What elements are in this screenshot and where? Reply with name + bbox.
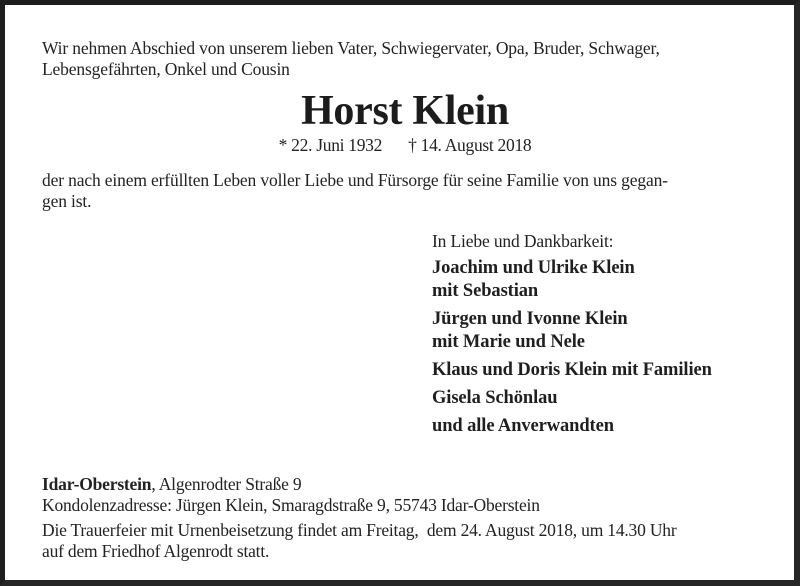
mourner-group	[432, 415, 712, 438]
ceremony-info	[42, 520, 676, 562]
mourner-group	[432, 387, 712, 410]
home-address	[42, 474, 540, 495]
life-line-2: gen ist.	[42, 191, 92, 211]
city-name: Idar-Oberstein	[42, 474, 152, 494]
mourner-line: Joachim und Ulrike Klein	[432, 258, 635, 278]
life-text	[42, 170, 668, 212]
death-date: † 14. August 2018	[408, 135, 532, 155]
life-dates	[5, 135, 800, 156]
mourner-line: und alle Anverwandten	[432, 416, 614, 436]
mourner-group	[432, 257, 712, 303]
mourner-line: Klaus und Doris Klein mit Familien	[432, 360, 712, 380]
thanks-heading: In Liebe und Dankbarkeit:	[432, 231, 614, 251]
intro-line-1: Wir nehmen Abschied von unserem lieben Vater, Schwiegervater, Opa, Bruder, Schwager,	[42, 38, 660, 58]
mourners-list	[432, 257, 712, 438]
mourner-line: mit Marie und Nele	[432, 332, 585, 352]
mourner-line: mit Sebastian	[432, 281, 539, 301]
intro-text	[42, 38, 660, 80]
mourner-group	[432, 308, 712, 354]
life-line-1: der nach einem erfüllten Leben voller Liebe und Fürsorge für seine Familie von uns gegan-	[42, 170, 668, 190]
mourner-line: Jürgen und Ivonne Klein	[432, 309, 628, 329]
birth-date: * 22. Juni 1932	[278, 135, 383, 155]
deceased-name: Horst Klein	[301, 88, 509, 134]
mourner-group	[432, 359, 712, 382]
mourner-line: Gisela Schönlau	[432, 388, 558, 408]
ceremony-line-1: Die Trauerfeier mit Urnenbeisetzung findet am Freitag, dem 24. August 2018, um 14.30 Uhr	[42, 520, 677, 540]
address-block	[42, 474, 540, 516]
condolence-address: Kondolenzadresse: Jürgen Klein, Smaragdstraße 9, 55743 Idar-Oberstein	[42, 495, 540, 515]
street-address: , Algenrodter Straße 9	[151, 474, 302, 494]
intro-line-2: Lebensgefährten, Onkel und Cousin	[42, 59, 290, 79]
ceremony-line-2: auf dem Friedhof Algenrodt statt.	[42, 541, 270, 561]
